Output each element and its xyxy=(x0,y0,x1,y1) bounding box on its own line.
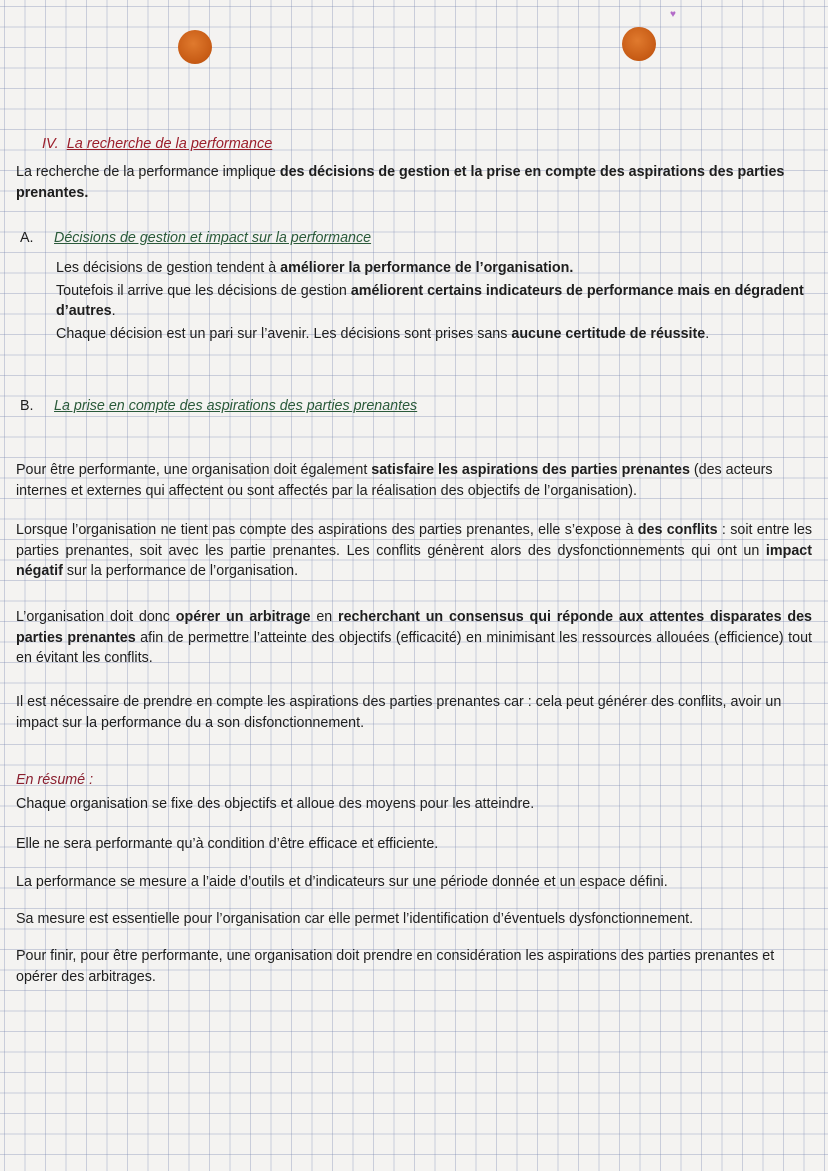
intro-paragraph xyxy=(16,162,816,203)
subsection-a-line-1 xyxy=(56,258,812,279)
subsection-a-line-3 xyxy=(56,324,812,345)
paragraph-2 xyxy=(16,520,812,582)
text: (des acteurs internes et externes qui affectent ou sont affectés par la réalisation des objectifs de l’organisation). xyxy=(16,462,773,499)
intro-bold: des décisions de gestion et la prise en compte des aspirations des parties prenantes. xyxy=(16,164,785,201)
text: Pour être performante, une organisation doit également xyxy=(16,462,372,478)
subsection-b-letter: B. xyxy=(20,398,34,414)
summary-line-4: Sa mesure est essentielle pour l’organisation car elle permet l’identification d’éventuels dysfonctionnement. xyxy=(16,911,694,927)
summary-line-3: La performance se mesure a l’aide d’outils et d’indicateurs sur une période donnée et un espace défini. xyxy=(16,874,668,890)
text: afin de permettre l’atteinte des objectifs (efficacité) en minimisant les ressources allouées (efficience) tout en évitant les conflits. xyxy=(16,629,812,666)
text: Lorsque l’organisation ne tient pas compte des aspirations des parties prenantes, elle s’expose à xyxy=(16,522,638,538)
text: sur la performance de l’organisation. xyxy=(62,563,299,579)
summary-line-2: Elle ne sera performante qu’à condition d’être efficace et efficiente. xyxy=(16,836,439,852)
summary-line-1: Chaque organisation se fixe des objectifs et alloue des moyens pour les atteindre. xyxy=(16,796,535,812)
paragraph-1 xyxy=(16,460,812,501)
binder-hole-right xyxy=(622,27,656,61)
paragraph-4: Il est nécessaire de prendre en compte les aspirations des parties prenantes car : cela peut générer des conflits, avoir un impact sur la performance du a son disfonctionnement. xyxy=(16,694,782,731)
bold-text: des conflits xyxy=(637,522,718,538)
section-title xyxy=(42,134,272,155)
subsection-b-heading xyxy=(20,396,417,417)
text: Toutefois il arrive que les décisions de gestion xyxy=(56,282,351,299)
text: : soit entre les parties prenantes, soit avec les partie prenantes. Les conflits génèrent alors des dysfonctionnements qui ont un xyxy=(16,522,812,559)
bold-text: satisfaire les aspirations des parties prenantes xyxy=(371,462,690,478)
ink-mark: ♥ xyxy=(670,9,676,20)
bold-text: impact négatif xyxy=(16,542,812,579)
bold-text: recherchant un consensus qui réponde aux attentes disparates des parties prenantes xyxy=(16,609,812,646)
subsection-a-letter: A. xyxy=(20,230,34,246)
paragraph-3 xyxy=(16,607,812,669)
bold-text: opérer un arbitrage xyxy=(175,609,311,625)
binder-hole-left xyxy=(178,30,212,64)
bold-text: améliorent certains indicateurs de performance mais en dégradent d’autres xyxy=(56,282,804,319)
summary-heading: En résumé : xyxy=(16,772,94,788)
subsection-a-heading xyxy=(20,228,371,249)
text: en xyxy=(310,609,339,625)
bold-text: améliorer la performance de l’organisation. xyxy=(280,260,574,276)
text: L’organisation doit donc xyxy=(16,609,176,625)
subsection-a-title: Décisions de gestion et impact sur la performance xyxy=(54,230,372,246)
section-title-text: La recherche de la performance xyxy=(66,136,273,152)
text: Les décisions de gestion tendent à xyxy=(56,260,281,276)
text: . xyxy=(111,303,116,319)
subsection-a-body xyxy=(56,258,812,344)
bold-text: aucune certitude de réussite xyxy=(511,325,706,342)
text: . xyxy=(705,325,710,342)
text: Chaque décision est un pari sur l’avenir. Les décisions sont prises sans xyxy=(56,325,512,342)
summary-line-5: Pour finir, pour être performante, une organisation doit prendre en considération les aspirations des parties prenantes et opérer des arbitrages. xyxy=(16,948,775,985)
subsection-b-title: La prise en compte des aspirations des parties prenantes xyxy=(54,398,418,414)
section-number: IV. xyxy=(42,136,59,152)
intro-text: La recherche de la performance implique xyxy=(16,164,280,180)
subsection-a-line-2 xyxy=(56,281,812,322)
